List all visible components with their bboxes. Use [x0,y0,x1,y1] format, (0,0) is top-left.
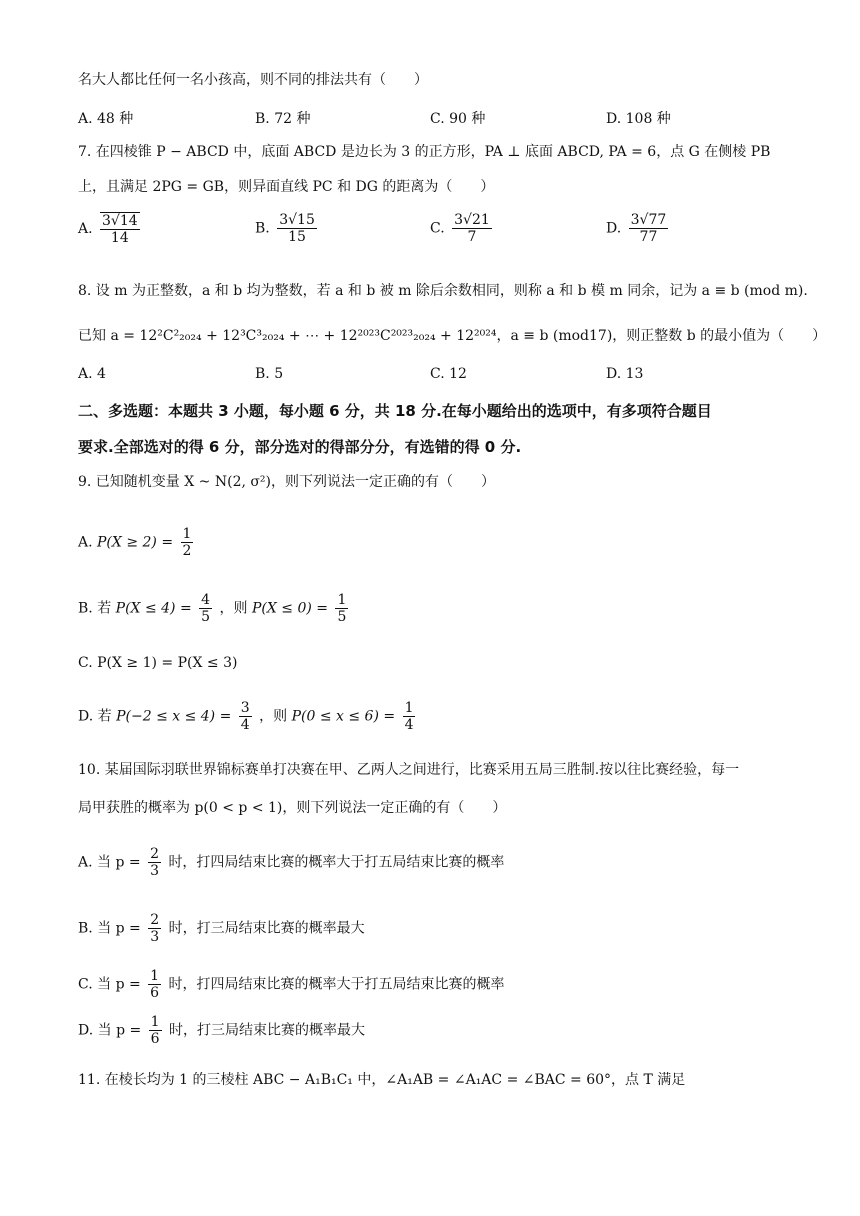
numerator: 1 [337,592,347,608]
numerator: 2 [150,846,159,862]
fraction [239,700,252,733]
denominator: 3 [150,929,160,946]
fraction [277,212,317,245]
option-text: 时，打四局结束比赛的概率大于打五局结束比赛的概率 [168,976,505,993]
q9-option-c: C. P(X ≥ 1) = P(X ≤ 3) [78,655,238,671]
q8-stem-line1: 8. 设 m 为正整数，a 和 b 均为整数，若 a 和 b 被 m 除后余数相同，则称 a 和 b 模 m 同余，记为 a ≡ b (mod m). [78,283,808,299]
denominator: 6 [150,985,160,1002]
option-label: B. [255,220,270,237]
option-label: B. 当 p = [78,920,141,937]
option-label: B. 若 [78,600,112,617]
q10-option-a [78,846,504,879]
expression: P(0 ≤ x ≤ 6) = [291,708,396,725]
q6-stem-tail: 名大人都比任何一名小孩高，则不同的排法共有（ ） [78,72,428,88]
fraction [100,212,140,246]
option-label: A. [78,221,93,238]
option-text: 时，打四局结束比赛的概率大于打五局结束比赛的概率 [168,854,505,871]
option-label: A. 当 p = [78,854,141,871]
q6-option-c: C. 90 种 [430,111,486,127]
denominator: 15 [288,229,306,246]
denominator: 5 [337,609,347,626]
fraction [181,526,194,559]
denominator: 14 [110,230,129,247]
q11-stem-line1: 11. 在棱长均为 1 的三棱柱 ABC − A₁B₁C₁ 中，∠A₁AB = ∠A₁AC = ∠BAC = 60°，点 T 满足 [78,1072,686,1088]
q10-option-c [78,968,505,1001]
q10-stem-line1: 10. 某届国际羽联世界锦标赛单打决赛在甲、乙两人之间进行，比赛采用五局三胜制.按以往比赛经验，每一 [78,762,740,778]
q6-option-b: B. 72 种 [255,111,311,127]
numerator: 3 [240,700,250,716]
option-label: D. [606,220,622,237]
numerator: 1 [182,526,192,542]
numerator: 1 [150,968,160,984]
section2-heading-line1: 二、多选题：本题共 3 小题，每小题 6 分，共 18 分.在每小题给出的选项中，有多项符合题目 [78,402,712,420]
option-label: D. 若 [78,708,112,725]
q9-stem: 9. 已知随机变量 X ~ N(2, σ²)，则下列说法一定正确的有（ ） [78,474,496,490]
option-text: 时，打三局结束比赛的概率最大 [169,1022,366,1039]
q6-option-a: A. 48 种 [78,111,134,127]
q7-option-c [430,212,495,245]
expression: P(X ≥ 2) = [97,534,174,551]
numerator: 3√15 [279,212,315,228]
numerator: 3√21 [454,212,490,228]
q8-stem-line2: 已知 a = 12²C²₂₀₂₄ + 12³C³₂₀₂₄ + ⋯ + 12²⁰²³C²⁰²³₂₀₂₄ + 12²⁰²⁴，a ≡ b (mod17)，则正整数 b 的最小值为（ ） [78,328,827,344]
q10-stem-line2: 局甲获胜的概率为 p(0 < p < 1)，则下列说法一定正确的有（ ） [78,800,507,816]
numerator: 1 [150,1014,160,1030]
denominator: 4 [404,717,414,734]
expression: P(X ≤ 0) = [251,600,328,617]
fraction [149,1014,162,1047]
option-label: A. [78,534,93,551]
fraction [403,700,416,733]
q8-option-c: C. 12 [430,366,467,382]
q10-option-b [78,912,365,945]
q9-option-a [78,526,196,559]
fraction [629,212,669,245]
numerator: 3√14 [102,213,138,229]
denominator: 6 [150,1031,160,1048]
option-label: D. 当 p = [78,1022,142,1039]
q7-option-a [78,212,143,246]
numerator: 2 [150,912,160,928]
q7-option-b [255,212,320,245]
q7-stem-line1: 7. 在四棱锥 P − ABCD 中，底面 ABCD 是边长为 3 的正方形，PA ⊥ 底面 ABCD, PA = 6，点 G 在侧棱 PB [78,144,771,160]
fraction [452,212,492,245]
numerator: 1 [404,700,414,716]
q9-option-b [78,592,351,625]
option-label: C. 当 p = [78,976,141,993]
q9-option-d [78,700,418,733]
connector-text: ，则 [219,600,248,617]
q10-option-d [78,1014,365,1047]
section2-heading-line2: 要求.全部选对的得 6 分，部分选对的得部分分，有选错的得 0 分. [78,438,522,456]
numerator: 3√77 [630,212,667,228]
fraction [335,592,348,625]
denominator: 7 [467,229,477,246]
expression: P(X ≤ 4) = [115,600,192,617]
q7-option-d [606,212,671,245]
fraction [148,968,161,1001]
q8-option-d: D. 13 [606,366,644,382]
denominator: 2 [182,543,192,560]
denominator: 4 [240,717,250,734]
denominator: 77 [639,229,658,246]
q8-option-a: A. 4 [78,366,106,382]
q8-option-b: B. 5 [255,366,284,382]
option-text: 时，打三局结束比赛的概率最大 [168,920,365,937]
q7-stem-line2: 上，且满足 2PG = GB，则异面直线 PC 和 DG 的距离为（ ） [78,179,495,195]
numerator: 4 [201,592,211,608]
fraction [199,592,212,625]
option-label: C. [430,220,445,237]
fraction [148,912,161,945]
fraction [148,846,161,879]
expression: P(−2 ≤ x ≤ 4) = [116,708,232,725]
connector-text: ，则 [259,708,288,725]
denominator: 3 [150,863,159,880]
denominator: 5 [201,609,211,626]
q6-option-d: D. 108 种 [606,111,671,127]
